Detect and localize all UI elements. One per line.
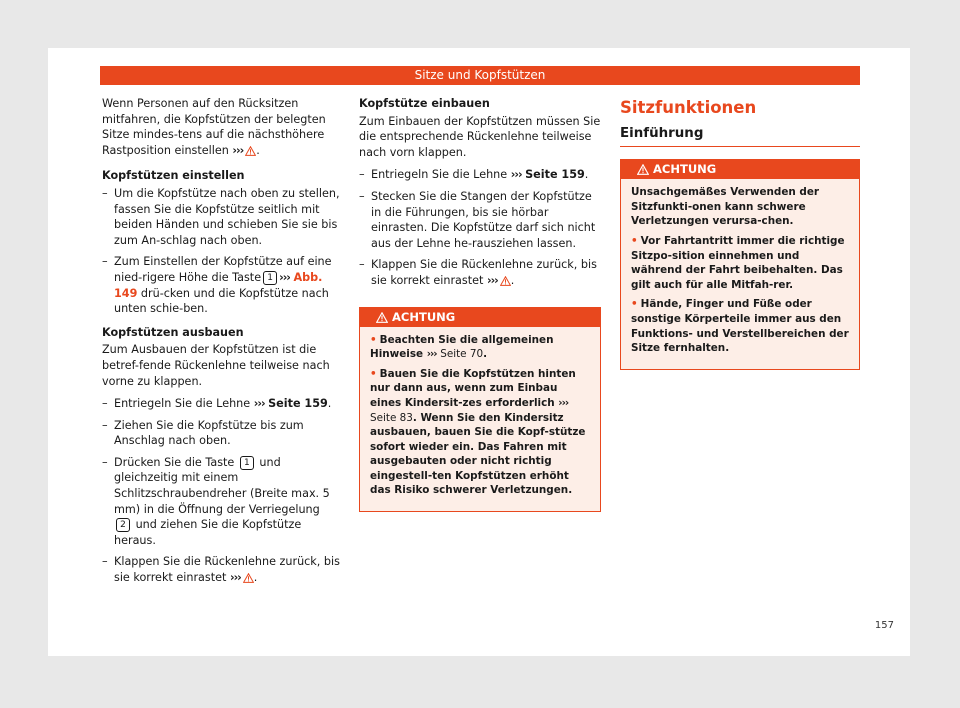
adjust-step-2 bbox=[102, 254, 340, 316]
bullet-dot: • bbox=[631, 234, 638, 247]
callout-number: 2 bbox=[116, 518, 130, 532]
warning-header bbox=[621, 160, 859, 179]
warning-title: ACHTUNG bbox=[653, 162, 717, 177]
remove-intro: Zum Ausbauen der Kopfstützen ist die betref-fende Rückenlehne teilweise nach vorne zu klappen. bbox=[102, 343, 330, 388]
warning-triangle-icon bbox=[500, 275, 511, 291]
intro-paragraph: Wenn Personen auf den Rücksitzen mitfahren, die Kopfstützen der belegten Sitze mindes-tens auf die nächsthöhere Rastposition einstellen ››› . bbox=[102, 96, 340, 160]
ref-arrow: ››› bbox=[558, 396, 569, 409]
intro-text: Wenn Personen auf den Rücksitzen mitfahren, die Kopfstützen der belegten Sitze mindes-tens auf die nächsthöhere Rastposition einstellen bbox=[102, 97, 326, 157]
install-step-3-text: Klappen Sie die Rückenlehne zurück, bis sie korrekt einrastet bbox=[371, 258, 597, 287]
remove-step-3-text-a: Drücken Sie die Taste bbox=[114, 455, 235, 469]
install-step-1: – Entriegeln Sie die Lehne ››› Seite 159. bbox=[359, 167, 601, 183]
warning-item-2-text: Hände, Finger und Füße oder sonstige Körperteile immer aus den Funktions- und Verstellbereichen der Sitze fernhalten. bbox=[631, 298, 849, 355]
remove-heading: Kopfstützen ausbauen bbox=[102, 325, 244, 339]
adjust-step-2-text-b: drü-cken und die Kopfstütze nach unten schie-ben. bbox=[114, 286, 329, 316]
warning-body bbox=[360, 327, 600, 512]
install-step-1-text: Entriegeln Sie die Lehne bbox=[371, 168, 508, 182]
page-header: Sitze und Kopfstützen bbox=[100, 66, 860, 85]
adjust-step-2-text-a: Zum Einstellen der Kopfstütze auf eine nied-rigere Höhe die Taste bbox=[114, 255, 332, 284]
callout-number: 1 bbox=[240, 456, 254, 470]
remove-step-4-text: Klappen Sie die Rückenlehne zurück, bis sie korrekt einrastet bbox=[114, 555, 340, 585]
warning-item-2-text-a: Bauen Sie die Kopfstützen hinten nur dann aus, wenn zum Einbau eines Kindersit-zes erforderlich bbox=[370, 367, 576, 409]
warning-item-2-text-b: . Wenn Sie den Kindersitz ausbauen, bauen Sie die Kopf-stütze sofort wieder ein. Das Fahren mit ausgebauten oder nicht richtig eingestell-ten Kopfstützen erhöht das Risiko schwerer Verletzungen. bbox=[370, 411, 586, 497]
page-reference-link[interactable]: Seite 159 bbox=[525, 168, 585, 182]
warning-box bbox=[620, 159, 860, 370]
ref-arrow: ››› bbox=[229, 571, 241, 585]
callout-number: 1 bbox=[263, 271, 277, 285]
ref-arrow: ››› bbox=[486, 273, 498, 287]
subsection-title: Einführung bbox=[620, 126, 860, 148]
install-intro: Zum Einbauen der Kopfstützen müssen Sie die entsprechende Rückenlehne teilweise nach vorn klappen. bbox=[359, 114, 601, 159]
install-step-2: – Stecken Sie die Stangen der Kopfstütze in die Führungen, bis sie hörbar einrasten. Die Kopfstütze darf sich nicht aus der Lehne he-rausziehen lassen. bbox=[359, 189, 601, 251]
page-number: 157 bbox=[874, 620, 894, 631]
install-heading: Kopfstütze einbauen bbox=[359, 97, 490, 110]
page-reference-link[interactable]: Seite 70 bbox=[440, 348, 484, 361]
column-1 bbox=[102, 96, 340, 594]
adjust-heading: Kopfstützen einstellen bbox=[102, 169, 245, 183]
ref-arrow: ››› bbox=[426, 348, 437, 361]
remove-step-4: – Klappen Sie die Rückenlehne zurück, bis sie korrekt einrastet ››› . bbox=[102, 554, 340, 587]
remove-step-1-text: Entriegeln Sie die Lehne bbox=[114, 397, 251, 411]
install-step-3: – Klappen Sie die Rückenlehne zurück, bis sie korrekt einrastet ››› . bbox=[359, 257, 601, 290]
warning-triangle-icon bbox=[245, 145, 256, 161]
remove-step-2: – Ziehen Sie die Kopfstütze bis zum Anschlag nach oben. bbox=[102, 418, 340, 449]
ref-arrow: ››› bbox=[279, 270, 290, 284]
warning-item-2 bbox=[631, 297, 849, 355]
figure-reference-link[interactable]: Abb. 149 bbox=[114, 270, 323, 300]
bullet-dot: • bbox=[370, 367, 377, 380]
adjust-step-1: – Um die Kopfstütze nach oben zu stellen, fassen Sie die Kopfstütze seitlich mit beiden Händen und schieben Sie sie bis zum An-schlag nach oben. bbox=[102, 186, 340, 248]
warning-title: ACHTUNG bbox=[392, 309, 456, 324]
warning-item-1-text: Vor Fahrtantritt immer die richtige Sitzpo-sition einnehmen und während der Fahrt beibehalten. Das gilt auch für alle Mitfah-rer. bbox=[631, 234, 845, 291]
ref-arrow: ››› bbox=[232, 143, 244, 157]
column-3 bbox=[620, 96, 860, 370]
warning-body bbox=[621, 179, 859, 369]
warning-triangle-icon bbox=[376, 310, 388, 329]
page-reference-link[interactable]: Seite 83 bbox=[370, 411, 413, 424]
warning-header bbox=[360, 308, 600, 327]
warning-item-1 bbox=[631, 234, 849, 292]
warning-item-1: • Beachten Sie die allgemeinen Hinweise ››› Seite 70. bbox=[370, 333, 554, 361]
bullet-dot: • bbox=[370, 333, 377, 346]
remove-step-1: – Entriegeln Sie die Lehne ››› Seite 159. bbox=[102, 396, 340, 412]
warning-item-2 bbox=[370, 367, 590, 498]
warning-item-1-text: Beachten Sie die allgemeinen Hinweise bbox=[370, 333, 554, 361]
column-2 bbox=[359, 96, 601, 512]
bullet-dot: • bbox=[631, 298, 638, 311]
remove-step-3-text-c: und ziehen Sie die Kopfstütze heraus. bbox=[114, 518, 302, 547]
ref-arrow: ››› bbox=[253, 397, 265, 411]
warning-box bbox=[359, 307, 601, 513]
section-title: Sitzfunktionen bbox=[620, 98, 757, 117]
remove-step-3-text-b: und gleichzeitig mit einem Schlitzschraubendreher (Breite max. 5 mm) in die Öffnung der Verriegelung bbox=[114, 455, 330, 516]
remove-step-3 bbox=[102, 455, 340, 549]
warning-triangle-icon bbox=[637, 162, 649, 181]
warning-triangle-icon bbox=[243, 572, 254, 588]
ref-arrow: ››› bbox=[510, 168, 522, 182]
warning-intro: Unsachgemäßes Verwenden der Sitzfunkti-onen kann schwere Verletzungen verursa-chen. bbox=[631, 186, 820, 228]
page-reference-link[interactable]: Seite 159 bbox=[268, 397, 328, 411]
